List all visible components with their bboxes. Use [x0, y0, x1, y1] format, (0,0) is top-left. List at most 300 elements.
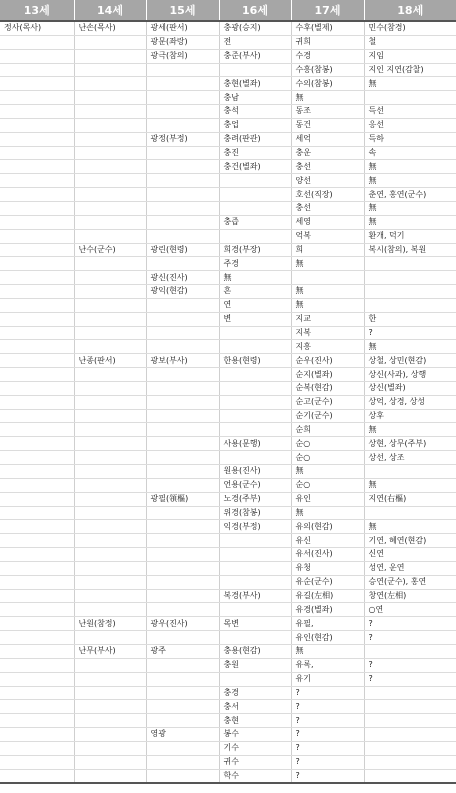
- table-cell-gen-13: [0, 368, 74, 382]
- header-generation-18: 18세: [364, 0, 456, 21]
- table-cell-gen-14: 난종(판서): [74, 354, 146, 368]
- table-cell-gen-18: 한: [364, 312, 456, 326]
- table-cell-gen-14: [74, 631, 146, 645]
- table-cell-gen-13: [0, 35, 74, 49]
- table-cell-gen-18: ?: [364, 617, 456, 631]
- table-cell-gen-13: [0, 423, 74, 437]
- table-cell-gen-17: 無: [291, 91, 364, 105]
- header-generation-17: 17세: [291, 0, 364, 21]
- table-row: [0, 271, 456, 285]
- table-cell-gen-13: [0, 741, 74, 755]
- table-cell-gen-17: 유길(左相): [291, 589, 364, 603]
- table-cell-gen-13: [0, 548, 74, 562]
- table-cell-gen-17: 충선: [291, 160, 364, 174]
- table-row: [0, 285, 456, 299]
- table-row: [0, 575, 456, 589]
- table-row: [0, 686, 456, 700]
- table-row: [0, 728, 456, 742]
- table-cell-gen-16: [219, 548, 291, 562]
- table-cell-gen-14: [74, 672, 146, 686]
- table-cell-gen-13: [0, 478, 74, 492]
- table-cell-gen-15: [146, 188, 219, 202]
- table-cell-gen-14: [74, 201, 146, 215]
- table-row: [0, 215, 456, 229]
- table-row: [0, 105, 456, 119]
- table-cell-gen-18: [364, 506, 456, 520]
- table-cell-gen-14: [74, 686, 146, 700]
- table-cell-gen-15: 광보(부사): [146, 354, 219, 368]
- table-cell-gen-16: [219, 188, 291, 202]
- table-cell-gen-13: [0, 506, 74, 520]
- table-cell-gen-17: 유신: [291, 534, 364, 548]
- table-cell-gen-15: [146, 548, 219, 562]
- table-cell-gen-15: 광주: [146, 644, 219, 658]
- table-cell-gen-15: 광우(진사): [146, 617, 219, 631]
- table-cell-gen-15: 광세(판서): [146, 21, 219, 35]
- table-cell-gen-18: [364, 741, 456, 755]
- table-cell-gen-17: 유경(별좌): [291, 603, 364, 617]
- table-cell-gen-16: 충업: [219, 118, 291, 132]
- table-cell-gen-16: 충남: [219, 91, 291, 105]
- table-cell-gen-14: [74, 714, 146, 728]
- table-cell-gen-16: [219, 326, 291, 340]
- table-cell-gen-13: [0, 589, 74, 603]
- table-cell-gen-17: 양선: [291, 174, 364, 188]
- table-cell-gen-18: [364, 714, 456, 728]
- table-row: [0, 257, 456, 271]
- table-cell-gen-13: [0, 644, 74, 658]
- table-cell-gen-18: [364, 755, 456, 769]
- table-cell-gen-17: 호선(직장): [291, 188, 364, 202]
- table-row: [0, 478, 456, 492]
- table-row: [0, 589, 456, 603]
- table-cell-gen-15: [146, 257, 219, 271]
- table-cell-gen-14: [74, 105, 146, 119]
- table-cell-gen-15: [146, 105, 219, 119]
- table-cell-gen-14: [74, 741, 146, 755]
- table-cell-gen-18: 민수(참경): [364, 21, 456, 35]
- table-cell-gen-14: [74, 118, 146, 132]
- table-cell-gen-16: 사용(문행): [219, 437, 291, 451]
- table-cell-gen-13: [0, 340, 74, 354]
- table-cell-gen-13: [0, 631, 74, 645]
- table-cell-gen-18: 無: [364, 174, 456, 188]
- table-cell-gen-13: [0, 77, 74, 91]
- table-cell-gen-17: 억복: [291, 229, 364, 243]
- table-cell-gen-18: 기연, 혜연(현감): [364, 534, 456, 548]
- table-header: [0, 0, 456, 21]
- table-cell-gen-17: 無: [291, 465, 364, 479]
- table-cell-gen-17: 수흥(참봉): [291, 63, 364, 77]
- table-cell-gen-13: [0, 201, 74, 215]
- table-cell-gen-13: [0, 437, 74, 451]
- table-row: [0, 561, 456, 575]
- table-row: [0, 77, 456, 91]
- table-row: [0, 21, 456, 35]
- table-cell-gen-15: [146, 63, 219, 77]
- table-cell-gen-16: [219, 340, 291, 354]
- table-row: [0, 174, 456, 188]
- table-cell-gen-17: ?: [291, 755, 364, 769]
- table-row: [0, 201, 456, 215]
- table-cell-gen-16: 충준(부사): [219, 49, 291, 63]
- table-cell-gen-13: [0, 658, 74, 672]
- table-cell-gen-15: [146, 326, 219, 340]
- table-cell-gen-13: [0, 728, 74, 742]
- table-row: [0, 700, 456, 714]
- table-cell-gen-15: [146, 755, 219, 769]
- table-cell-gen-13: [0, 326, 74, 340]
- table-cell-gen-13: [0, 49, 74, 63]
- table-cell-gen-14: 난손(목사): [74, 21, 146, 35]
- table-cell-gen-18: 득선: [364, 105, 456, 119]
- table-cell-gen-18: 無: [364, 340, 456, 354]
- table-cell-gen-15: [146, 700, 219, 714]
- table-cell-gen-18: [364, 686, 456, 700]
- table-cell-gen-16: 원용(진사): [219, 465, 291, 479]
- table-row: [0, 160, 456, 174]
- table-cell-gen-17: 순우(진사): [291, 354, 364, 368]
- table-cell-gen-17: [291, 271, 364, 285]
- table-cell-gen-13: [0, 686, 74, 700]
- table-cell-gen-15: [146, 603, 219, 617]
- table-cell-gen-17: 유록,: [291, 658, 364, 672]
- table-cell-gen-15: [146, 575, 219, 589]
- table-cell-gen-17: 세억: [291, 132, 364, 146]
- table-cell-gen-16: 목변: [219, 617, 291, 631]
- table-cell-gen-18: 지연(右樞): [364, 492, 456, 506]
- table-cell-gen-15: [146, 77, 219, 91]
- table-cell-gen-18: 환개, 덕기: [364, 229, 456, 243]
- table-cell-gen-18: 철: [364, 35, 456, 49]
- table-cell-gen-15: [146, 201, 219, 215]
- table-cell-gen-15: 광필(領樞): [146, 492, 219, 506]
- table-cell-gen-13: [0, 146, 74, 160]
- table-cell-gen-17: 유인: [291, 492, 364, 506]
- table-cell-gen-17: 유기: [291, 672, 364, 686]
- table-cell-gen-16: [219, 63, 291, 77]
- table-cell-gen-16: 충건(별좌): [219, 160, 291, 174]
- table-cell-gen-18: [364, 91, 456, 105]
- table-cell-gen-17: 순희: [291, 423, 364, 437]
- table-cell-gen-17: 귀희: [291, 35, 364, 49]
- table-cell-gen-16: [219, 423, 291, 437]
- table-cell-gen-15: [146, 215, 219, 229]
- table-cell-gen-15: [146, 451, 219, 465]
- table-cell-gen-15: [146, 368, 219, 382]
- table-cell-gen-17: 순지(별좌): [291, 368, 364, 382]
- table-cell-gen-17: 無: [291, 298, 364, 312]
- table-cell-gen-17: 無: [291, 257, 364, 271]
- table-cell-gen-15: 광문(좌랑): [146, 35, 219, 49]
- table-cell-gen-17: 유서(진사): [291, 548, 364, 562]
- table-cell-gen-18: [364, 298, 456, 312]
- table-cell-gen-17: ?: [291, 769, 364, 783]
- table-cell-gen-17: 동조: [291, 105, 364, 119]
- table-cell-gen-17: 수의(참봉): [291, 77, 364, 91]
- table-cell-gen-14: [74, 492, 146, 506]
- table-row: [0, 188, 456, 202]
- table-cell-gen-13: [0, 561, 74, 575]
- table-cell-gen-18: 無: [364, 77, 456, 91]
- table-cell-gen-17: ?: [291, 741, 364, 755]
- table-cell-gen-14: [74, 340, 146, 354]
- table-cell-gen-17: 無: [291, 506, 364, 520]
- table-row: [0, 146, 456, 160]
- table-cell-gen-14: [74, 132, 146, 146]
- table-cell-gen-16: 충경: [219, 686, 291, 700]
- table-cell-gen-14: [74, 728, 146, 742]
- table-cell-gen-17: ?: [291, 700, 364, 714]
- table-cell-gen-18: 無: [364, 201, 456, 215]
- table-cell-gen-14: [74, 174, 146, 188]
- table-row: [0, 340, 456, 354]
- header-row: [0, 0, 456, 21]
- table-cell-gen-14: [74, 575, 146, 589]
- table-cell-gen-17: 유필,: [291, 617, 364, 631]
- table-cell-gen-16: 충진: [219, 146, 291, 160]
- table-cell-gen-15: [146, 160, 219, 174]
- table-row: [0, 506, 456, 520]
- table-cell-gen-18: [364, 769, 456, 783]
- table-cell-gen-13: [0, 575, 74, 589]
- table-cell-gen-13: [0, 257, 74, 271]
- table-cell-gen-13: [0, 271, 74, 285]
- table-cell-gen-14: [74, 465, 146, 479]
- table-cell-gen-16: 복경(부사): [219, 589, 291, 603]
- table-cell-gen-16: 충석: [219, 105, 291, 119]
- table-cell-gen-15: [146, 229, 219, 243]
- table-cell-gen-14: [74, 520, 146, 534]
- table-cell-gen-17: 유청: [291, 561, 364, 575]
- table-row: [0, 229, 456, 243]
- table-cell-gen-18: 성연, 운연: [364, 561, 456, 575]
- table-cell-gen-18: ?: [364, 672, 456, 686]
- table-cell-gen-13: [0, 160, 74, 174]
- table-row: [0, 492, 456, 506]
- table-row: [0, 741, 456, 755]
- table-cell-gen-18: [364, 271, 456, 285]
- table-cell-gen-15: [146, 534, 219, 548]
- table-cell-gen-14: [74, 589, 146, 603]
- table-cell-gen-16: 충광(승지): [219, 21, 291, 35]
- table-cell-gen-16: [219, 368, 291, 382]
- table-cell-gen-18: [364, 644, 456, 658]
- table-cell-gen-18: [364, 700, 456, 714]
- table-cell-gen-17: 순기(군수): [291, 409, 364, 423]
- table-cell-gen-13: [0, 215, 74, 229]
- table-cell-gen-18: ?: [364, 658, 456, 672]
- table-cell-gen-14: [74, 35, 146, 49]
- table-cell-gen-13: [0, 63, 74, 77]
- table-cell-gen-15: [146, 437, 219, 451]
- table-cell-gen-18: 응선: [364, 118, 456, 132]
- table-row: [0, 534, 456, 548]
- table-cell-gen-16: [219, 229, 291, 243]
- table-row: [0, 465, 456, 479]
- table-cell-gen-17: ?: [291, 728, 364, 742]
- header-generation-16: 16세: [219, 0, 291, 21]
- table-cell-gen-14: 난원(참정): [74, 617, 146, 631]
- table-cell-gen-16: 충원: [219, 658, 291, 672]
- table-cell-gen-18: 지인 지연(감찰): [364, 63, 456, 77]
- table-cell-gen-14: [74, 437, 146, 451]
- table-cell-gen-17: 충선: [291, 201, 364, 215]
- table-cell-gen-17: ?: [291, 686, 364, 700]
- table-row: [0, 35, 456, 49]
- table-cell-gen-14: [74, 658, 146, 672]
- table-cell-gen-13: [0, 603, 74, 617]
- table-row: [0, 714, 456, 728]
- table-cell-gen-16: 충려(판관): [219, 132, 291, 146]
- table-cell-gen-14: [74, 160, 146, 174]
- table-cell-gen-18: 상신(사과), 상행: [364, 368, 456, 382]
- table-cell-gen-15: [146, 423, 219, 437]
- table-cell-gen-18: 無: [364, 160, 456, 174]
- table-cell-gen-16: 익경(부정): [219, 520, 291, 534]
- table-row: [0, 423, 456, 437]
- table-row: [0, 617, 456, 631]
- table-cell-gen-14: [74, 271, 146, 285]
- table-cell-gen-18: [364, 257, 456, 271]
- table-cell-gen-14: [74, 506, 146, 520]
- table-cell-gen-16: [219, 395, 291, 409]
- table-cell-gen-18: 득하: [364, 132, 456, 146]
- table-cell-gen-14: [74, 534, 146, 548]
- table-row: [0, 368, 456, 382]
- table-row: [0, 644, 456, 658]
- table-cell-gen-18: 상현, 상무(주부): [364, 437, 456, 451]
- table-cell-gen-18: [364, 728, 456, 742]
- table-cell-gen-17: 유순(군수): [291, 575, 364, 589]
- table-cell-gen-14: [74, 312, 146, 326]
- table-cell-gen-15: [146, 478, 219, 492]
- table-cell-gen-15: 광정(부정): [146, 132, 219, 146]
- table-cell-gen-13: [0, 617, 74, 631]
- table-cell-gen-18: [364, 285, 456, 299]
- table-cell-gen-16: [219, 561, 291, 575]
- table-cell-gen-14: [74, 603, 146, 617]
- table-cell-gen-15: [146, 589, 219, 603]
- table-cell-gen-16: [219, 451, 291, 465]
- table-cell-gen-14: [74, 478, 146, 492]
- table-cell-gen-14: [74, 395, 146, 409]
- table-cell-gen-17: 지흥: [291, 340, 364, 354]
- table-cell-gen-17: 無: [291, 285, 364, 299]
- table-cell-gen-13: [0, 91, 74, 105]
- table-cell-gen-13: [0, 354, 74, 368]
- table-cell-gen-14: [74, 548, 146, 562]
- table-cell-gen-13: [0, 381, 74, 395]
- table-row: [0, 354, 456, 368]
- table-cell-gen-15: 광신(진사): [146, 271, 219, 285]
- table-cell-gen-18: 상후: [364, 409, 456, 423]
- table-cell-gen-18: 속: [364, 146, 456, 160]
- table-cell-gen-18: 상신(별좌): [364, 381, 456, 395]
- table-cell-gen-18: [364, 465, 456, 479]
- table-cell-gen-16: 귀수: [219, 755, 291, 769]
- table-cell-gen-17: 지복: [291, 326, 364, 340]
- table-row: [0, 520, 456, 534]
- table-cell-gen-18: 無: [364, 478, 456, 492]
- table-cell-gen-14: [74, 755, 146, 769]
- header-generation-15: 15세: [146, 0, 219, 21]
- table-cell-gen-15: 광린(현령): [146, 243, 219, 257]
- table-row: [0, 437, 456, 451]
- table-cell-gen-13: [0, 188, 74, 202]
- table-cell-gen-13: [0, 243, 74, 257]
- table-cell-gen-15: [146, 409, 219, 423]
- table-cell-gen-14: [74, 49, 146, 63]
- table-row: [0, 132, 456, 146]
- table-cell-gen-17: 지교: [291, 312, 364, 326]
- table-cell-gen-14: [74, 769, 146, 783]
- table-cell-gen-15: [146, 769, 219, 783]
- table-cell-gen-15: [146, 118, 219, 132]
- table-cell-gen-17: 유의(현감): [291, 520, 364, 534]
- table-cell-gen-13: [0, 298, 74, 312]
- table-cell-gen-14: [74, 561, 146, 575]
- table-cell-gen-15: 광익(현감): [146, 285, 219, 299]
- table-cell-gen-13: [0, 465, 74, 479]
- table-cell-gen-14: [74, 409, 146, 423]
- table-cell-gen-17: 희: [291, 243, 364, 257]
- table-cell-gen-13: [0, 132, 74, 146]
- table-row: [0, 672, 456, 686]
- table-row: [0, 91, 456, 105]
- table-cell-gen-15: [146, 714, 219, 728]
- table-cell-gen-16: 학수: [219, 769, 291, 783]
- table-row: [0, 603, 456, 617]
- table-cell-gen-17: 순고(군수): [291, 395, 364, 409]
- table-cell-gen-16: 전: [219, 35, 291, 49]
- table-cell-gen-17: 순○: [291, 478, 364, 492]
- table-cell-gen-13: [0, 105, 74, 119]
- table-cell-gen-15: [146, 298, 219, 312]
- table-cell-gen-15: [146, 672, 219, 686]
- table-row: [0, 381, 456, 395]
- table-cell-gen-17: 순○: [291, 451, 364, 465]
- table-cell-gen-15: 영광: [146, 728, 219, 742]
- table-cell-gen-15: [146, 741, 219, 755]
- table-cell-gen-18: 상철, 상민(현감): [364, 354, 456, 368]
- table-cell-gen-16: [219, 201, 291, 215]
- header-generation-14: 14세: [74, 0, 146, 21]
- table-cell-gen-14: 난수(군수): [74, 243, 146, 257]
- table-row: [0, 631, 456, 645]
- table-body: [0, 21, 456, 783]
- table-cell-gen-17: 순○: [291, 437, 364, 451]
- table-cell-gen-15: [146, 395, 219, 409]
- table-cell-gen-15: [146, 631, 219, 645]
- table-cell-gen-13: [0, 492, 74, 506]
- table-cell-gen-16: 충즙: [219, 215, 291, 229]
- table-cell-gen-16: 봉수: [219, 728, 291, 742]
- table-cell-gen-13: [0, 769, 74, 783]
- table-cell-gen-13: [0, 534, 74, 548]
- table-cell-gen-17: 수경: [291, 49, 364, 63]
- table-cell-gen-15: [146, 686, 219, 700]
- table-row: [0, 395, 456, 409]
- table-cell-gen-17: 동건: [291, 118, 364, 132]
- table-row: [0, 658, 456, 672]
- header-generation-13: 13세: [0, 0, 74, 21]
- table-cell-gen-18: 상선, 상조: [364, 451, 456, 465]
- table-cell-gen-16: 언용(군수): [219, 478, 291, 492]
- table-cell-gen-14: [74, 229, 146, 243]
- table-cell-gen-18: ?: [364, 631, 456, 645]
- table-cell-gen-14: [74, 423, 146, 437]
